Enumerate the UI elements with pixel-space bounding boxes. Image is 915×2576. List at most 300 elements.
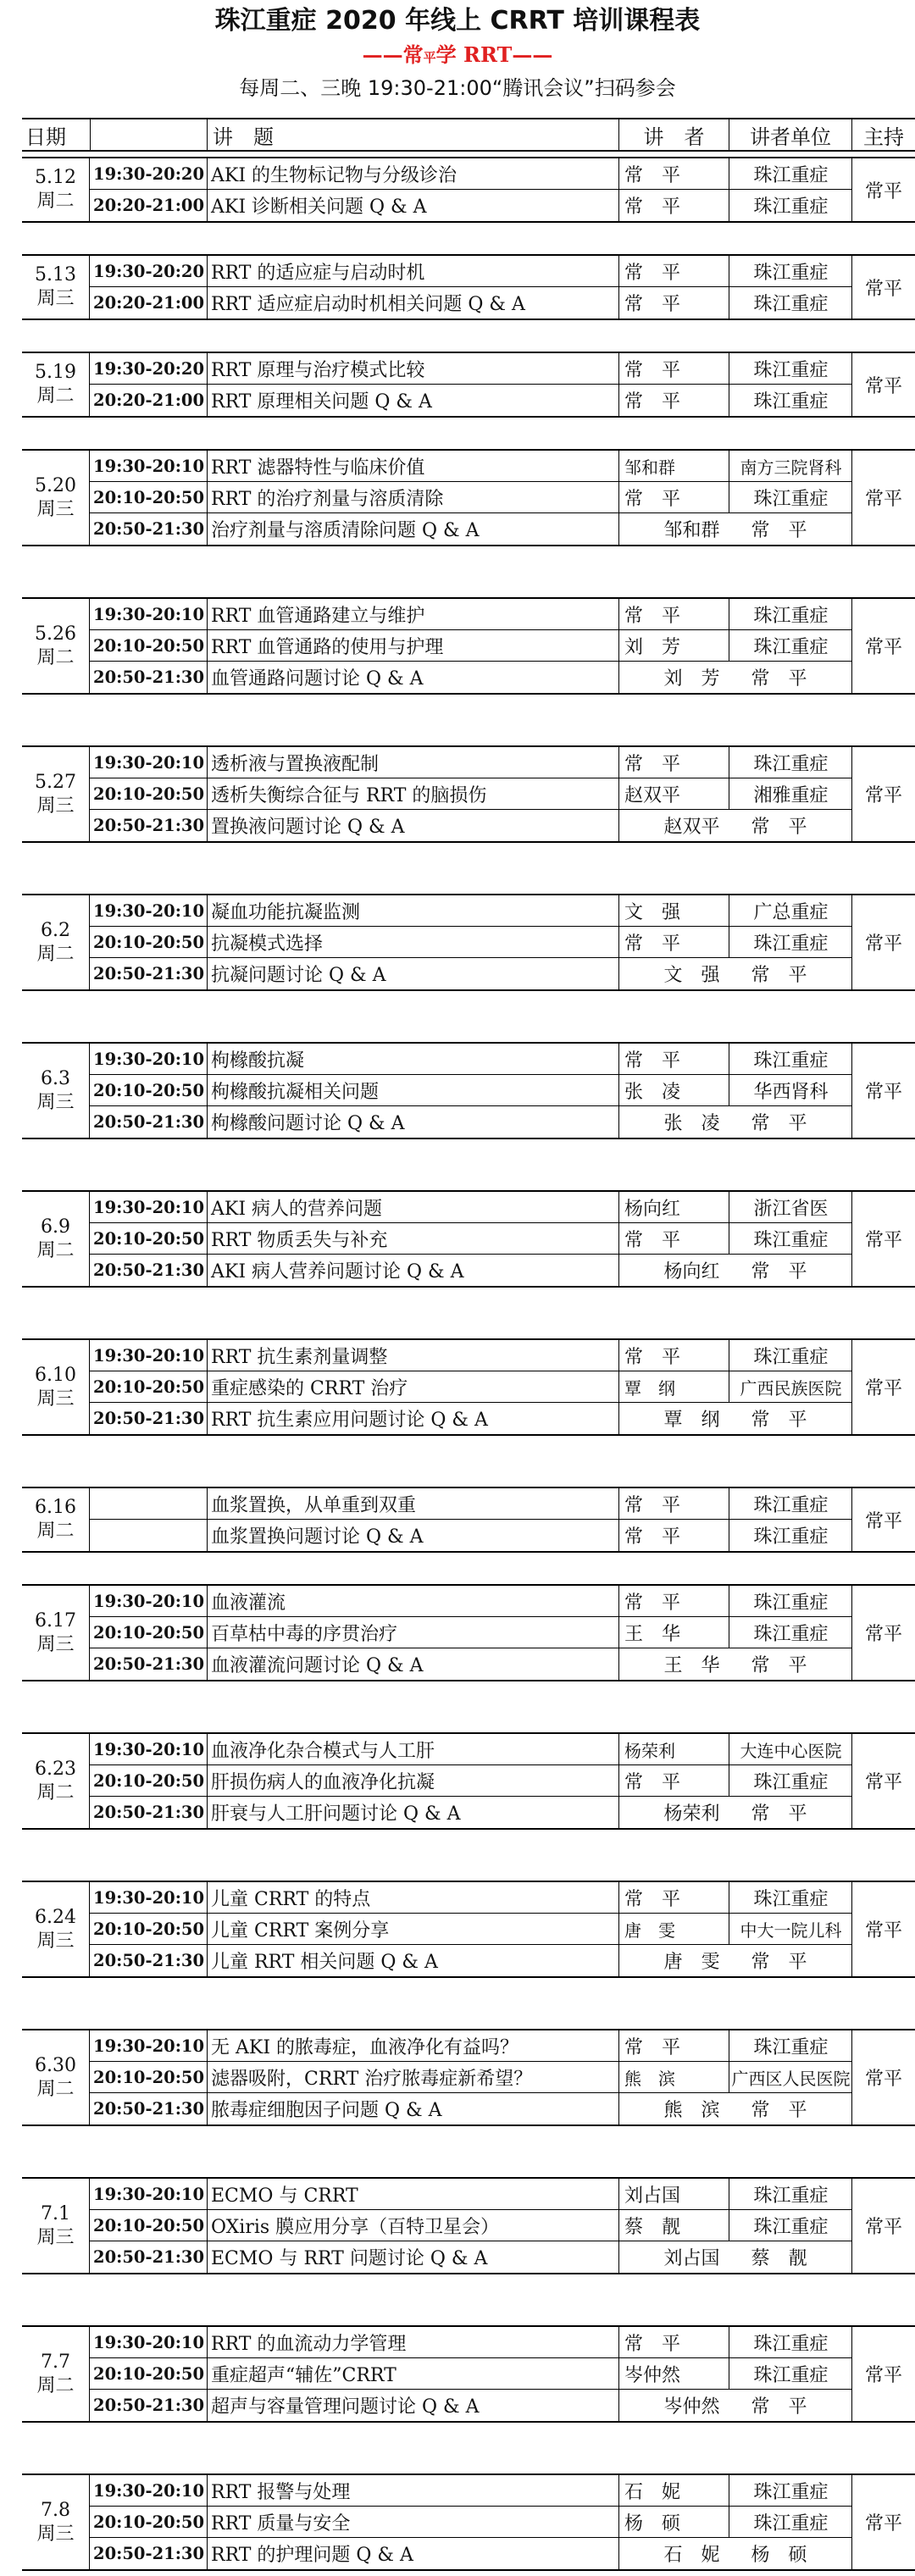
session-block [22, 1487, 915, 1553]
speaker-name: 刘 芳 [619, 630, 729, 661]
session-block [22, 157, 915, 223]
session-topic: 肝衰与人工肝问题讨论 Q & A [207, 1797, 618, 1828]
date-day: 5.20 [35, 474, 76, 496]
speaker-institution: 珠江重症 [753, 164, 829, 186]
date-weekday: 周三 [36, 1930, 75, 1952]
qa-speakers: 杨荣利 常 平 [618, 1797, 851, 1828]
session-topic: RRT 抗生素剂量调整 [207, 1340, 618, 1371]
session-topic: 透析失衡综合征与 RRT 的脑损伤 [207, 778, 618, 810]
session-time: 20:50-21:30 [93, 1654, 205, 1674]
speaker-name: 邹和群 [619, 451, 729, 481]
date-weekday: 周二 [36, 2374, 75, 2396]
speaker-name: 覃 纲 [619, 1371, 729, 1402]
session-time: 20:10-20:50 [90, 1075, 207, 1106]
session-time: 20:10-20:50 [90, 2358, 207, 2390]
session-date [22, 451, 90, 545]
date-weekday: 周三 [36, 2523, 75, 2545]
date-day: 6.16 [35, 1497, 76, 1518]
session-time: 20:50-21:30 [93, 1951, 205, 1970]
speaker-name: 常 平 [619, 1882, 729, 1913]
session-topic: RRT 血管通路建立与维护 [207, 599, 618, 630]
session-host: 常平 [851, 1488, 915, 1551]
date-weekday: 周二 [36, 646, 75, 668]
session-topic: 枸橼酸抗凝相关问题 [207, 1075, 618, 1106]
date-weekday: 周二 [36, 191, 75, 212]
speaker-cell [618, 895, 851, 927]
qa-speakers: 刘占国 蔡 靓 [618, 2241, 851, 2273]
session-block [22, 1881, 915, 1978]
speaker-cell [618, 1340, 851, 1371]
session-topic: AKI 诊断相关问题 Q & A [207, 190, 618, 221]
speaker-institution: 珠江重症 [753, 1494, 829, 1516]
session-topic: 重症超声“辅佐”CRRT [207, 2358, 618, 2390]
speaker-name: 杨向红 [619, 1192, 729, 1222]
session-topic: RRT 血管通路的使用与护理 [207, 630, 618, 662]
date-weekday: 周三 [36, 1091, 75, 1113]
session-topic: OXiris 膜应用分享（百特卫星会） [207, 2210, 618, 2241]
date-day: 6.9 [41, 1216, 70, 1238]
session-time: 19:30-20:10 [90, 1340, 207, 1371]
speaker-name: 赵双平 [619, 778, 729, 809]
speaker-cell [618, 2210, 851, 2241]
session-topic: 脓毒症细胞因子问题 Q & A [207, 2093, 618, 2125]
speaker-institution: 珠江重症 [753, 753, 829, 775]
session-time: 19:30-20:20 [90, 353, 207, 385]
subtitle-small: 平 [423, 50, 436, 65]
speaker-name: 常 平 [619, 1223, 729, 1254]
speaker-cell [618, 2475, 851, 2507]
speaker-institution: 浙江省医 [753, 1198, 829, 1220]
speaker-cell [618, 2327, 851, 2358]
session-time: 20:20-21:00 [93, 196, 205, 215]
date-day: 6.3 [41, 1067, 70, 1089]
session-topic: 无 AKI 的脓毒症，血液净化有益吗？ [207, 2030, 618, 2062]
session-date [22, 2030, 90, 2125]
date-day: 5.19 [35, 362, 76, 383]
session-topic: 超声与容量管理问题讨论 Q & A [207, 2390, 618, 2421]
speaker-institution: 中大一院儿科 [740, 1920, 842, 1941]
session-time: 20:50-21:30 [93, 1260, 205, 1280]
session-topic: 百草枯中毒的序贯治疗 [207, 1617, 618, 1648]
speaker-cell [618, 2358, 851, 2390]
qa-speakers: 邹和群 常 平 [618, 513, 851, 545]
session-date [22, 1340, 90, 1434]
speaker-cell [618, 1586, 851, 1617]
session-topic: 儿童 CRRT 的特点 [207, 1882, 618, 1914]
speaker-name: 唐 雯 [619, 1914, 729, 1944]
session-topic: RRT 适应症启动时机相关问题 Q & A [207, 287, 618, 319]
date-weekday: 周二 [36, 2078, 75, 2100]
speaker-name: 常 平 [619, 1340, 729, 1371]
header-institution: 讲者单位 [729, 119, 851, 150]
speaker-institution: 珠江重症 [753, 2216, 829, 2238]
speaker-institution: 珠江重症 [753, 391, 829, 413]
session-time: 19:30-20:10 [90, 1044, 207, 1075]
session-time: 19:30-20:10 [90, 2475, 207, 2507]
session-time [90, 1520, 207, 1551]
session-topic: 血液灌流 [207, 1586, 618, 1617]
speaker-name: 张 凌 [619, 1075, 729, 1105]
session-time: 19:30-20:20 [90, 256, 207, 287]
speaker-institution: 珠江重症 [753, 605, 829, 627]
speaker-cell [618, 599, 851, 630]
session-block [22, 1042, 915, 1139]
speaker-institution: 珠江重症 [753, 1623, 829, 1645]
qa-speakers: 石 妮 杨 硕 [618, 2538, 851, 2569]
speaker-institution: 珠江重症 [753, 294, 829, 315]
header-time [90, 119, 207, 150]
session-block [22, 745, 915, 843]
session-host: 常平 [851, 158, 915, 221]
speaker-cell [618, 158, 851, 190]
date-weekday: 周三 [36, 288, 75, 309]
speaker-name: 常 平 [619, 747, 729, 778]
session-topic: 血浆置换问题讨论 Q & A [207, 1520, 618, 1551]
speaker-name: 常 平 [619, 1586, 729, 1616]
session-block [22, 254, 915, 320]
speaker-name: 常 平 [619, 2327, 729, 2357]
qa-speakers: 张 凌 常 平 [618, 1106, 851, 1138]
session-block [22, 449, 915, 546]
speaker-cell [618, 2062, 851, 2093]
session-time: 19:30-20:10 [90, 895, 207, 927]
speaker-name: 熊 滨 [619, 2062, 729, 2092]
session-time: 20:20-21:00 [93, 293, 205, 313]
session-topic: RRT 质量与安全 [207, 2507, 618, 2538]
session-time: 20:10-20:50 [90, 482, 207, 513]
session-topic: 抗凝模式选择 [207, 927, 618, 958]
qa-speakers: 岑仲然 常 平 [618, 2390, 851, 2421]
speaker-institution: 珠江重症 [753, 1229, 829, 1251]
date-day: 6.23 [35, 1758, 76, 1780]
speaker-cell [618, 1044, 851, 1075]
speaker-name: 王 华 [619, 1617, 729, 1648]
session-date [22, 158, 90, 221]
speaker-name: 常 平 [619, 353, 729, 384]
speaker-cell [618, 2030, 851, 2062]
session-block [22, 1190, 915, 1288]
page-title: 珠江重症 2020 年线上 CRRT 培训课程表 [214, 6, 701, 36]
session-date [22, 1882, 90, 1976]
speaker-name: 常 平 [619, 287, 729, 319]
session-time: 20:10-20:50 [90, 1223, 207, 1255]
session-host: 常平 [851, 2030, 915, 2125]
session-topic: 滤器吸附，CRRT 治疗脓毒症新希望？ [207, 2062, 618, 2093]
speaker-cell [618, 747, 851, 778]
speaker-cell [618, 2507, 851, 2538]
speaker-institution: 广西民族医院 [740, 1377, 842, 1399]
session-time: 19:30-20:10 [90, 599, 207, 630]
speaker-institution: 广总重症 [753, 901, 829, 923]
session-time: 20:50-21:30 [93, 2544, 205, 2563]
speaker-cell [618, 1882, 851, 1914]
session-topic: ECMO 与 CRRT [207, 2179, 618, 2210]
session-block [22, 2029, 915, 2126]
qa-speakers: 覃 纲 常 平 [618, 1403, 851, 1434]
session-date [22, 2327, 90, 2421]
date-day: 7.7 [41, 2351, 70, 2373]
session-topic: RRT 的适应症与启动时机 [207, 256, 618, 287]
session-topic: RRT 的护理问题 Q & A [207, 2538, 618, 2569]
date-day: 6.24 [35, 1906, 76, 1928]
session-time: 20:10-20:50 [90, 927, 207, 958]
session-topic: 抗凝问题讨论 Q & A [207, 958, 618, 989]
session-host: 常平 [851, 1586, 915, 1680]
session-host: 常平 [851, 256, 915, 319]
session-date [22, 1044, 90, 1138]
speaker-name: 常 平 [619, 1044, 729, 1074]
speaker-institution: 珠江重症 [753, 488, 829, 510]
session-time: 19:30-20:10 [90, 2327, 207, 2358]
session-date [22, 1586, 90, 1680]
speaker-name: 杨荣利 [619, 1734, 729, 1764]
session-block [22, 1584, 915, 1681]
session-host: 常平 [851, 1734, 915, 1828]
session-time: 20:10-20:50 [90, 1617, 207, 1648]
session-date [22, 256, 90, 319]
speaker-cell [618, 2179, 851, 2210]
session-topic: 置换液问题讨论 Q & A [207, 810, 618, 841]
session-block [22, 2177, 915, 2274]
session-time: 19:30-20:10 [90, 1192, 207, 1223]
qa-speakers: 唐 雯 常 平 [618, 1945, 851, 1976]
session-topic: 透析液与置换液配制 [207, 747, 618, 778]
date-weekday: 周三 [36, 2226, 75, 2248]
session-host: 常平 [851, 2179, 915, 2273]
speaker-name: 蔡 靓 [619, 2210, 729, 2241]
qa-speakers: 杨向红 常 平 [618, 1255, 851, 1286]
speaker-institution: 珠江重症 [753, 2185, 829, 2207]
session-time: 20:50-21:30 [93, 964, 205, 983]
speaker-cell [618, 778, 851, 810]
speaker-cell [618, 1617, 851, 1648]
speaker-cell [618, 256, 851, 287]
session-time: 20:10-20:50 [90, 778, 207, 810]
session-host: 常平 [851, 353, 915, 416]
session-time: 20:50-21:30 [93, 1409, 205, 1428]
speaker-institution: 珠江重症 [753, 262, 829, 284]
session-time: 19:30-20:10 [90, 2030, 207, 2062]
speaker-name: 常 平 [619, 1520, 729, 1551]
speaker-cell [618, 630, 851, 662]
session-date [22, 2475, 90, 2569]
date-day: 6.2 [41, 919, 70, 941]
session-topic: RRT 滤器特性与临床价值 [207, 451, 618, 482]
session-time: 20:10-20:50 [90, 2507, 207, 2538]
session-host: 常平 [851, 747, 915, 841]
session-host: 常平 [851, 599, 915, 693]
speaker-cell [618, 353, 851, 385]
speaker-name: 杨 硕 [619, 2507, 729, 2537]
session-topic: 治疗剂量与溶质清除问题 Q & A [207, 513, 618, 545]
speaker-institution: 珠江重症 [753, 2333, 829, 2355]
session-host: 常平 [851, 1044, 915, 1138]
date-weekday: 周二 [36, 1781, 75, 1803]
speaker-name: 常 平 [619, 256, 729, 286]
table-header [22, 118, 915, 152]
session-time: 19:30-20:10 [90, 1586, 207, 1617]
speaker-institution: 华西肾科 [753, 1081, 829, 1103]
speaker-institution: 珠江重症 [753, 2036, 829, 2058]
date-day: 5.27 [35, 771, 76, 793]
session-topic: 枸橼酸问题讨论 Q & A [207, 1106, 618, 1138]
session-date [22, 895, 90, 989]
date-day: 5.13 [35, 264, 76, 285]
speaker-cell [618, 1520, 851, 1551]
session-host: 常平 [851, 1882, 915, 1976]
session-block [22, 2474, 915, 2571]
speaker-name: 常 平 [619, 482, 729, 512]
qa-speakers: 赵双平 常 平 [618, 810, 851, 841]
session-date [22, 1488, 90, 1551]
session-host: 常平 [851, 451, 915, 545]
session-topic: 肝损伤病人的血液净化抗凝 [207, 1765, 618, 1797]
speaker-institution: 珠江重症 [753, 1526, 829, 1548]
session-block [22, 894, 915, 991]
session-time: 20:10-20:50 [90, 630, 207, 662]
schedule-text: 每周二、三晚 19:30-21:00“腾讯会议”扫码参会 [239, 76, 676, 100]
speaker-cell [618, 451, 851, 482]
speaker-institution: 珠江重症 [753, 1592, 829, 1614]
session-topic: RRT 的血流动力学管理 [207, 2327, 618, 2358]
speaker-institution: 珠江重症 [753, 197, 829, 218]
session-topic: RRT 原理相关问题 Q & A [207, 385, 618, 416]
date-weekday: 周三 [36, 795, 75, 817]
speaker-name: 常 平 [619, 158, 729, 189]
speaker-cell [618, 1371, 851, 1403]
session-topic: RRT 抗生素应用问题讨论 Q & A [207, 1403, 618, 1434]
speaker-institution: 大连中心医院 [740, 1740, 842, 1761]
speaker-name: 石 妮 [619, 2475, 729, 2506]
session-time: 20:10-20:50 [90, 2062, 207, 2093]
speaker-name: 岑仲然 [619, 2358, 729, 2389]
speaker-name: 常 平 [619, 385, 729, 416]
header-host: 主持 [851, 119, 915, 150]
speaker-institution: 珠江重症 [753, 1888, 829, 1910]
session-topic: ECMO 与 RRT 问题讨论 Q & A [207, 2241, 618, 2273]
session-topic: AKI 的生物标记物与分级诊治 [207, 158, 618, 190]
qa-speakers: 刘 芳 常 平 [618, 662, 851, 693]
speaker-institution: 湘雅重症 [753, 784, 829, 806]
session-time: 20:50-21:30 [93, 2396, 205, 2415]
session-topic: RRT 的治疗剂量与溶质清除 [207, 482, 618, 513]
session-time: 20:50-21:30 [93, 1803, 205, 1822]
session-topic: 血液净化杂合模式与人工肝 [207, 1734, 618, 1765]
date-weekday: 周三 [36, 1388, 75, 1410]
speaker-institution: 珠江重症 [753, 1771, 829, 1793]
subtitle [0, 41, 915, 69]
qa-speakers: 王 华 常 平 [618, 1648, 851, 1680]
speaker-institution: 南方三院肾科 [740, 457, 842, 478]
subtitle-pre: ——常 [362, 42, 424, 67]
date-day: 5.12 [35, 167, 76, 188]
speaker-name: 常 平 [619, 599, 729, 629]
header-topic: 讲 题 [207, 119, 618, 150]
speaker-name: 常 平 [619, 2030, 729, 2061]
session-topic: RRT 原理与治疗模式比较 [207, 353, 618, 385]
session-topic: 血浆置换，从单重到双重 [207, 1488, 618, 1520]
date-weekday: 周二 [36, 385, 75, 407]
session-time: 19:30-20:10 [90, 451, 207, 482]
session-time: 20:10-20:50 [90, 1371, 207, 1403]
date-weekday: 周二 [36, 1239, 75, 1261]
session-time: 19:30-20:10 [90, 1734, 207, 1765]
date-day: 6.17 [35, 1609, 76, 1631]
session-topic: AKI 病人营养问题讨论 Q & A [207, 1255, 618, 1286]
date-weekday: 周三 [36, 1633, 75, 1655]
speaker-institution: 珠江重症 [753, 2512, 829, 2534]
session-date [22, 747, 90, 841]
date-weekday: 周二 [36, 1521, 75, 1542]
session-topic: 重症感染的 CRRT 治疗 [207, 1371, 618, 1403]
speaker-institution: 珠江重症 [753, 359, 829, 381]
speaker-institution: 珠江重症 [753, 2364, 829, 2386]
qa-speakers: 文 强 常 平 [618, 958, 851, 989]
session-time: 20:10-20:50 [90, 1765, 207, 1797]
session-host: 常平 [851, 1192, 915, 1286]
speaker-cell [618, 1734, 851, 1765]
qa-speakers: 熊 滨 常 平 [618, 2093, 851, 2125]
session-topic: RRT 报警与处理 [207, 2475, 618, 2507]
speaker-name: 常 平 [619, 190, 729, 221]
session-time: 20:10-20:50 [90, 2210, 207, 2241]
speaker-cell [618, 1914, 851, 1945]
session-topic: 血管通路问题讨论 Q & A [207, 662, 618, 693]
subtitle-post: 学 RRT—— [435, 42, 553, 67]
session-host: 常平 [851, 2327, 915, 2421]
session-topic: 凝血功能抗凝监测 [207, 895, 618, 927]
session-host: 常平 [851, 2475, 915, 2569]
speaker-institution: 珠江重症 [753, 636, 829, 658]
speaker-institution: 珠江重症 [753, 1050, 829, 1072]
speaker-cell [618, 1075, 851, 1106]
speaker-institution: 广西区人民医院 [731, 2068, 851, 2089]
speaker-name: 常 平 [619, 927, 729, 957]
session-date [22, 2179, 90, 2273]
speaker-institution: 珠江重症 [753, 933, 829, 955]
speaker-cell [618, 190, 851, 221]
speaker-name: 常 平 [619, 1765, 729, 1796]
session-time: 20:50-21:30 [93, 1112, 205, 1132]
session-time: 19:30-20:10 [90, 747, 207, 778]
session-time: 20:10-20:50 [90, 1914, 207, 1945]
session-block [22, 1732, 915, 1830]
session-topic: 儿童 CRRT 案例分享 [207, 1914, 618, 1945]
speaker-name: 刘占国 [619, 2179, 729, 2209]
speaker-cell [618, 287, 851, 319]
session-time: 20:20-21:00 [93, 391, 205, 410]
session-block [22, 1338, 915, 1436]
speaker-cell [618, 1223, 851, 1255]
speaker-institution: 珠江重症 [753, 1346, 829, 1368]
session-date [22, 1734, 90, 1828]
date-day: 6.10 [35, 1364, 76, 1386]
session-host: 常平 [851, 1340, 915, 1434]
session-time: 20:50-21:30 [93, 816, 205, 835]
session-date [22, 353, 90, 416]
session-host: 常平 [851, 895, 915, 989]
date-weekday: 周二 [36, 943, 75, 965]
date-day: 7.1 [41, 2202, 70, 2224]
session-time: 20:50-21:30 [93, 2099, 205, 2119]
speaker-name: 常 平 [619, 1488, 729, 1519]
session-time: 20:50-21:30 [93, 2247, 205, 2267]
speaker-name: 文 强 [619, 895, 729, 926]
session-topic: AKI 病人的营养问题 [207, 1192, 618, 1223]
speaker-cell [618, 1192, 851, 1223]
session-time: 20:50-21:30 [93, 668, 205, 687]
session-block [22, 352, 915, 418]
